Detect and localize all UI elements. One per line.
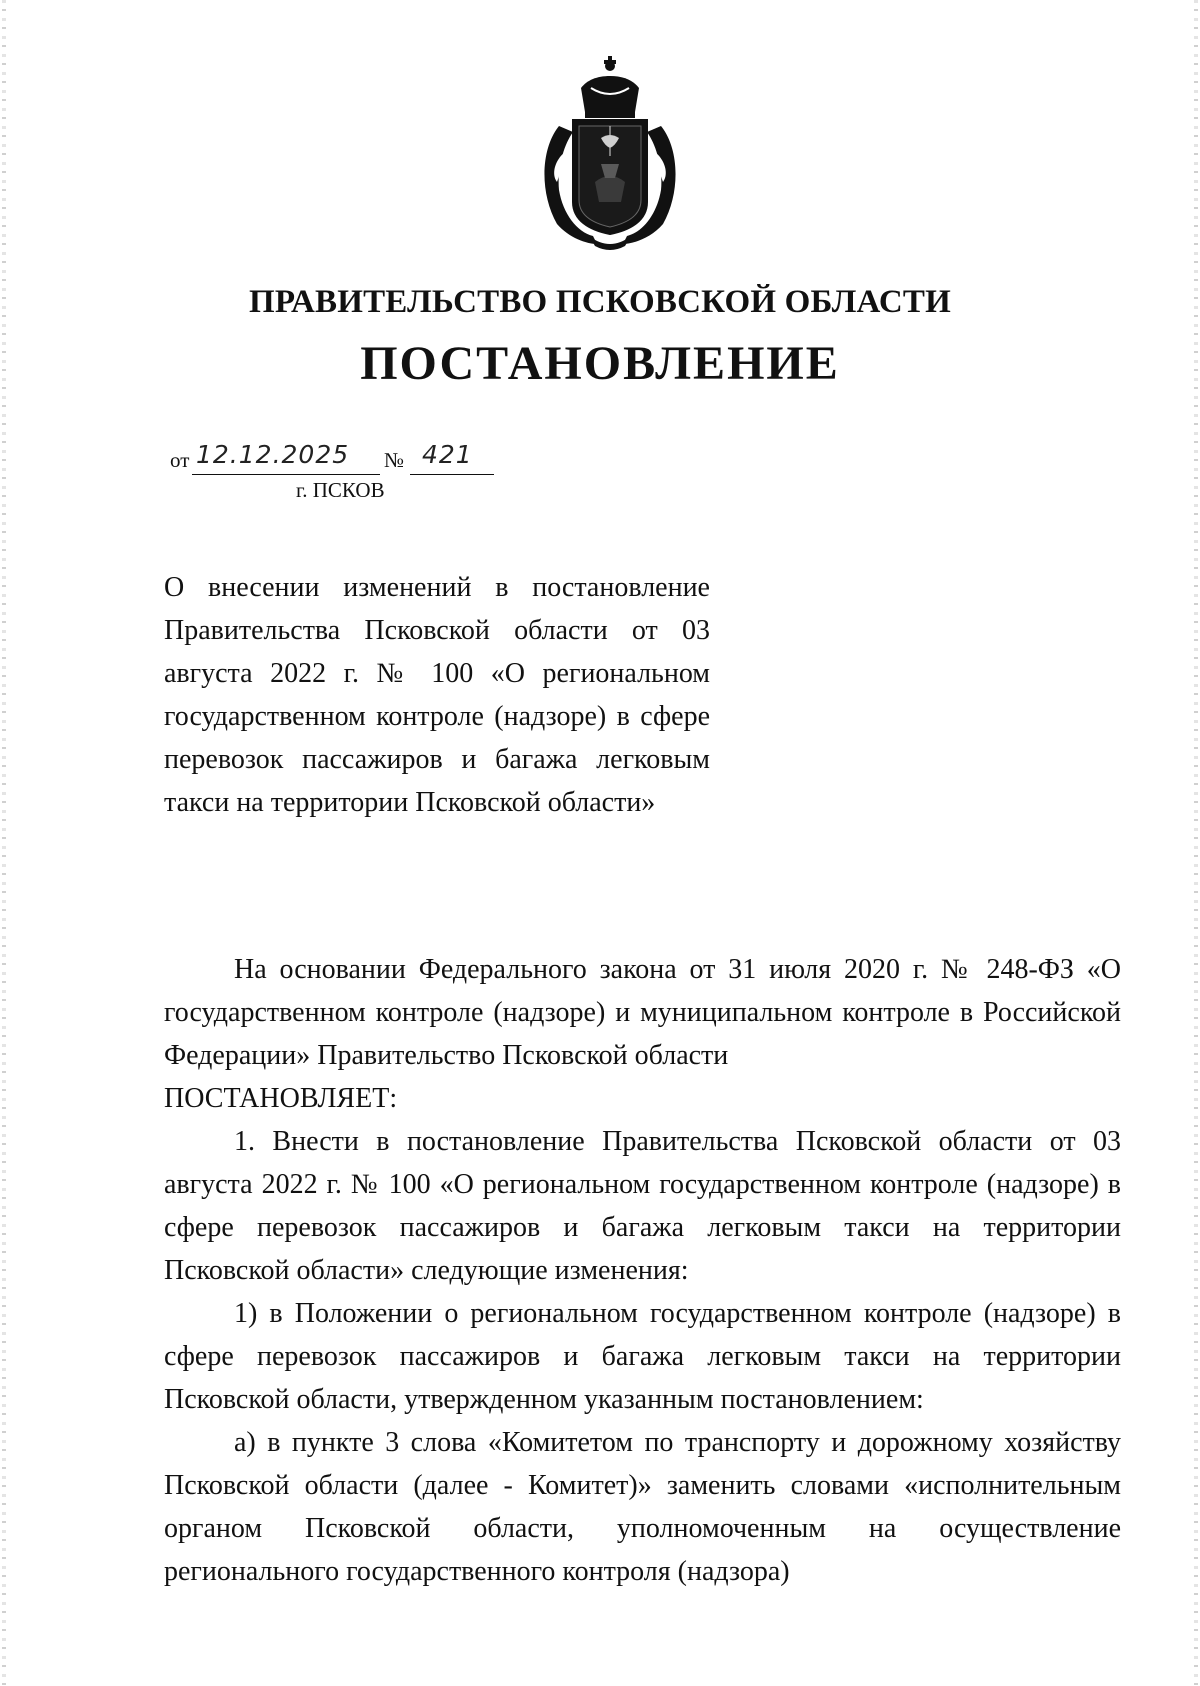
handwritten-number: 421 (422, 440, 473, 469)
item-1-1-a-paragraph: а) в пункте 3 слова «Комитетом по транспорту и дорожному хозяйству Псковской области (далее - Комитет)» заменить словами «исполнительным органом Псковской области, уполномоченным на осуществление регионального государственного контроля (надзора) (164, 1427, 1121, 1587)
document-body (164, 948, 1121, 1593)
number-label: № (384, 448, 405, 472)
scan-edge-left (2, 0, 6, 1686)
handwritten-date: 12.12.2025 (196, 440, 350, 469)
date-underline (192, 474, 380, 475)
city-label: г. ПСКОВ (296, 478, 385, 502)
item-1-paragraph: 1. Внести в постановление Правительства Псковской области от 03 августа 2022 г. № 100 «О региональном государственном контроле (надзоре) в сфере перевозок пассажиров и багажа легковым такси на территории Псковской области» следующие изменения: (164, 1126, 1121, 1286)
preamble-paragraph: На основании Федерального закона от 31 июля 2020 г. № 248-ФЗ «О государственном контроле (надзоре) и муниципальном контроле в Российской Федерации» Правительство Псковской области (164, 954, 1121, 1071)
number-underline (410, 474, 494, 475)
scan-edge-right (1194, 0, 1198, 1686)
pskov-coat-of-arms-emblem (535, 52, 685, 252)
item-1-1-paragraph: 1) в Положении о региональном государственном контроле (надзоре) в сфере перевозок пассажиров и багажа легковым такси на территории Псковской области, утвержденном указанным постановлением: (164, 1298, 1121, 1415)
document-type-title: ПОСТАНОВЛЕНИЕ (360, 337, 840, 390)
document-subject: О внесении изменений в постановление Правительства Псковской области от 03 августа 2022 г. № 100 «О региональном государственном контроле (надзоре) в сфере перевозок пассажиров и багажа легковым такси на территории Псковской области» (164, 572, 710, 818)
resolves-word: ПОСТАНОВЛЯЕТ: (164, 1083, 398, 1114)
shield-icon (573, 120, 647, 234)
date-from-label: от (170, 448, 190, 472)
crown-icon (581, 56, 639, 118)
government-title: ПРАВИТЕЛЬСТВО ПСКОВСКОЙ ОБЛАСТИ (248, 284, 952, 320)
